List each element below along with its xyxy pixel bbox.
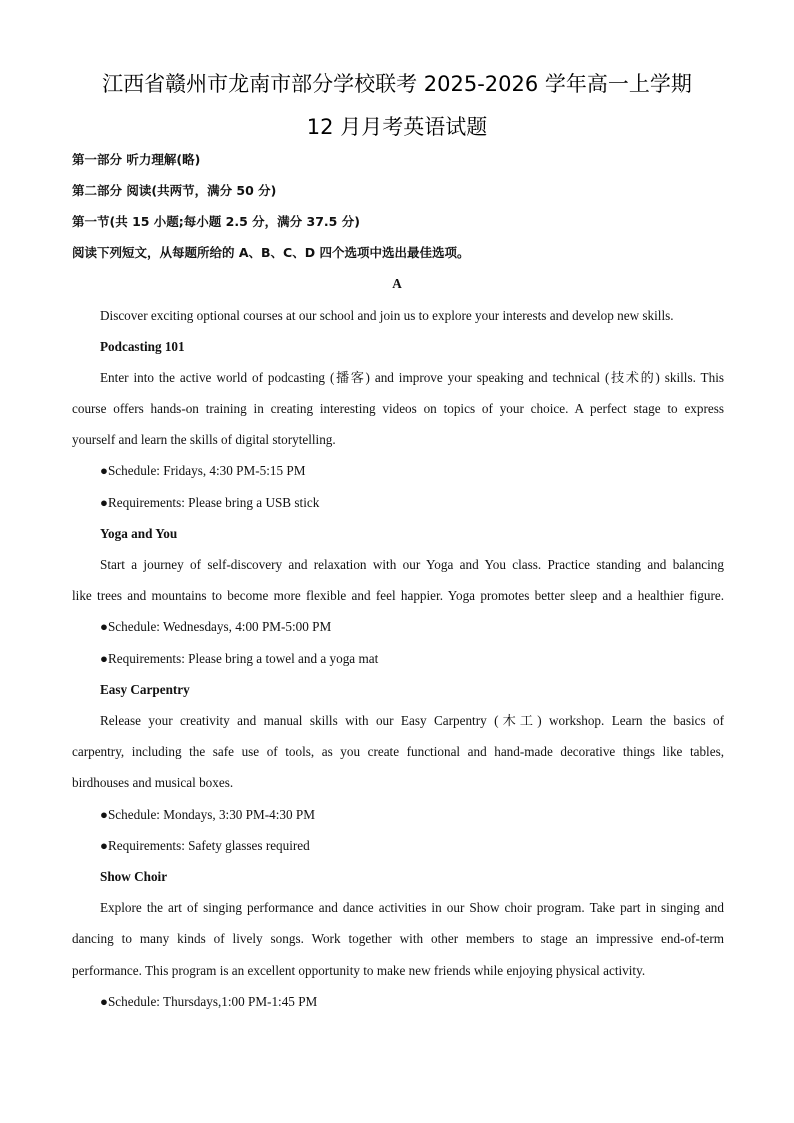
course-desc-line: like trees and mountains to become more flexible and feel happier. Yoga promotes better sleep and a healthier figure. bbox=[72, 588, 724, 603]
course-title-choir: Show Choir bbox=[100, 869, 168, 884]
course-desc-line: Start a journey of self-discovery and relaxation with our Yoga and You class. Practice standing and balancing bbox=[100, 557, 724, 572]
passage-label: A bbox=[392, 276, 402, 291]
course-schedule: ●Schedule: Wednesdays, 4:00 PM-5:00 PM bbox=[100, 619, 332, 634]
instruction-text: 阅读下列短文，从每题所给的 A、B、C、D 四个选项中选出最佳选项。 bbox=[72, 245, 470, 260]
course-desc-line: carpentry, including the safe use of tools, as you create functional and hand-made decorative things like tables, bbox=[72, 744, 724, 759]
course-desc-line: performance. This program is an excellent opportunity to make new friends while enjoying physical activity. bbox=[72, 963, 646, 978]
part1-heading: 第一部分 听力理解(略) bbox=[72, 152, 201, 167]
course-requirements: ●Requirements: Safety glasses required bbox=[100, 838, 310, 853]
course-title-carpentry: Easy Carpentry bbox=[100, 682, 190, 697]
course-desc-line: dancing to many kinds of lively songs. Work together with other members to stage an impressive end-of-term bbox=[72, 931, 724, 946]
course-desc-line: Release your creativity and manual skills with our Easy Carpentry (木工) workshop. Learn the basics of bbox=[100, 713, 724, 728]
course-requirements: ●Requirements: Please bring a towel and a yoga mat bbox=[100, 651, 379, 666]
course-desc-line: course offers hands-on training in creating interesting videos on topics of your choice. A perfect stage to express bbox=[72, 401, 724, 416]
part2-heading: 第二部分 阅读(共两节，满分 50 分) bbox=[72, 183, 277, 198]
course-title-podcasting: Podcasting 101 bbox=[100, 339, 185, 354]
course-desc-line: Enter into the active world of podcasting (播客) and improve your speaking and technical (技术的) skills. This bbox=[100, 370, 724, 385]
course-desc-line: birdhouses and musical boxes. bbox=[72, 775, 234, 790]
exam-title-line2: 12 月月考英语试题 bbox=[306, 115, 488, 139]
exam-title-line1: 江西省赣州市龙南市部分学校联考 2025-2026 学年高一上学期 bbox=[102, 72, 692, 96]
course-desc-line: Explore the art of singing performance and dance activities in our Show choir program. Take part in singing and bbox=[100, 900, 724, 915]
course-schedule: ●Schedule: Thursdays,1:00 PM-1:45 PM bbox=[100, 994, 318, 1009]
course-desc-line: yourself and learn the skills of digital storytelling. bbox=[72, 432, 336, 447]
course-title-yoga: Yoga and You bbox=[100, 526, 178, 541]
course-schedule: ●Schedule: Mondays, 3:30 PM-4:30 PM bbox=[100, 807, 315, 822]
section1-heading: 第一节(共 15 小题;每小题 2.5 分，满分 37.5 分) bbox=[72, 214, 360, 229]
intro-paragraph: Discover exciting optional courses at our school and join us to explore your interests and develop new skills. bbox=[100, 308, 674, 323]
course-schedule: ●Schedule: Fridays, 4:30 PM-5:15 PM bbox=[100, 463, 306, 478]
course-requirements: ●Requirements: Please bring a USB stick bbox=[100, 495, 320, 510]
